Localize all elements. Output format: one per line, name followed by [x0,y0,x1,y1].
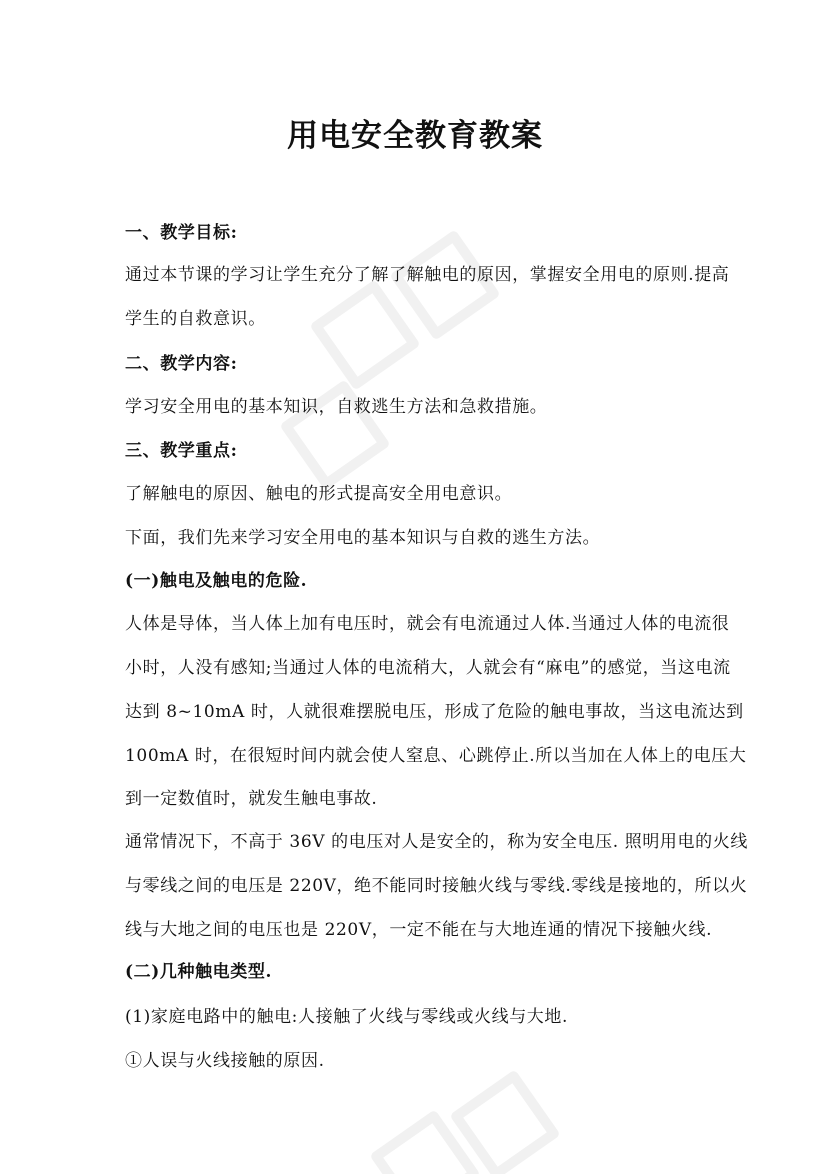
paragraph-line: 线与大地之间的电压也是 220V，一定不能在与大地连通的情况下接触火线. [125,920,713,940]
paragraph-line: 学习安全用电的基本知识，自救逃生方法和急救措施。 [125,397,548,417]
paragraph-line: 通常情况下，不高于 36V 的电压对人是安全的，称为安全电压. 照明用电的火线 [125,832,748,852]
paragraph-line: 下面，我们先来学习安全用电的基本知识与自救的逃生方法。 [125,528,601,548]
paragraph-line: 达到 8~10mA 时，人就很难摆脱电压，形成了危险的触电事故，当这电流达到 [125,702,744,722]
section-heading-objectives: 一、教学目标: [125,223,238,243]
paragraph-line: 学生的自救意识。 [125,309,266,329]
paragraph-line: (1)家庭电路中的触电:人接触了火线与零线或火线与大地. [125,1007,569,1027]
paragraph-line: 通过本节课的学习让学生充分了解了解触电的原因，掌握安全用电的原则.提高 [125,265,730,285]
paragraph-line: 小时，人没有感知;当通过人体的电流稍大，人就会有“麻电”的感觉，当这电流 [125,658,731,678]
paragraph-line: 人体是导体，当人体上加有电压时，就会有电流通过人体.当通过人体的电流很 [125,614,730,634]
paragraph-line: 了解触电的原因、触电的形式提高安全用电意识。 [125,484,513,504]
paragraph-line: 与零线之间的电压是 220V，绝不能同时接触火线与零线.零线是接地的，所以火 [125,876,748,896]
watermark-glyph [376,1116,473,1174]
subsection-heading-shock-types: (二)几种触电类型. [125,962,273,982]
subsection-heading-electric-shock: (一)触电及触电的危险. [125,571,308,591]
watermark-glyph [456,1076,553,1173]
section-heading-key-points: 三、教学重点: [125,441,238,461]
paragraph-line: ①人误与火线接触的原因. [125,1051,325,1071]
paragraph-line: 100mA 时，在很短时间内就会使人窒息、心跳停止.所以当加在人体上的电压大 [125,746,747,766]
document-title: 用电安全教育教案 [287,118,543,154]
paragraph-line: 到一定数值时，就发生触电事故. [125,789,378,809]
section-heading-content: 二、教学内容: [125,354,238,374]
